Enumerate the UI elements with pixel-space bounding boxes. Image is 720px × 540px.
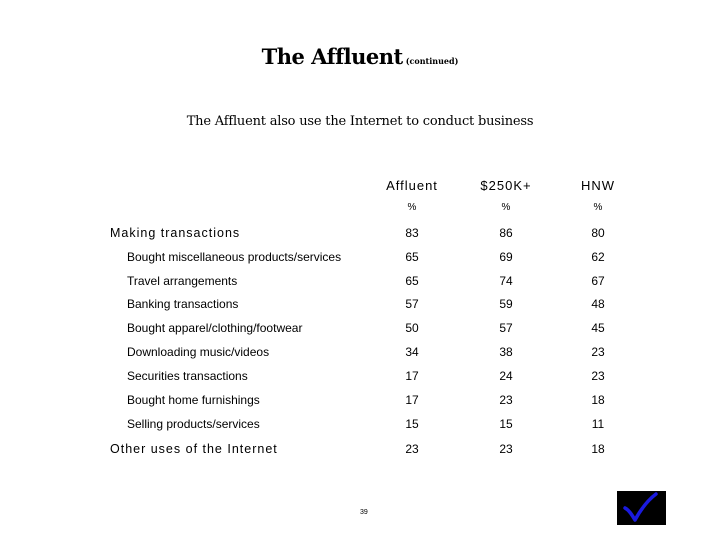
cell-affluent: 57 xyxy=(405,297,419,311)
row-label: Bought home furnishings xyxy=(127,393,260,407)
cell-affluent: 65 xyxy=(405,274,419,288)
table-row-making-transactions xyxy=(0,226,720,246)
cell-hnw: 67 xyxy=(591,274,605,288)
table-row xyxy=(0,369,720,389)
table-row xyxy=(0,250,720,270)
row-label: Travel arrangements xyxy=(127,274,238,288)
cell-affluent: 17 xyxy=(405,393,419,407)
cell-hnw: 23 xyxy=(591,345,605,359)
title-text: The Affluent xyxy=(261,44,403,69)
column-unit-affluent: % xyxy=(407,202,417,213)
cell-affluent: 34 xyxy=(405,345,419,359)
cell-hnw: 62 xyxy=(591,250,605,264)
cell-affluent: 65 xyxy=(405,250,419,264)
cell-hnw: 80 xyxy=(591,226,605,240)
cell-affluent: 50 xyxy=(405,321,419,335)
cell-250k: 86 xyxy=(499,226,513,240)
table-row xyxy=(0,297,720,317)
row-label: Selling products/services xyxy=(127,417,260,431)
cell-250k: 69 xyxy=(499,250,513,264)
cell-250k: 23 xyxy=(499,442,513,456)
row-label: Bought miscellaneous products/services xyxy=(127,250,342,264)
cell-hnw: 48 xyxy=(591,297,605,311)
page-number: 39 xyxy=(360,509,368,516)
cell-affluent: 17 xyxy=(405,369,419,383)
cell-250k: 57 xyxy=(499,321,513,335)
cell-hnw: 23 xyxy=(591,369,605,383)
checkmark-icon xyxy=(617,491,666,525)
cell-250k: 23 xyxy=(499,393,513,407)
cell-affluent: 23 xyxy=(405,442,419,456)
table-row xyxy=(0,393,720,413)
cell-250k: 74 xyxy=(499,274,513,288)
title-suffix: (continued) xyxy=(405,56,459,66)
cell-affluent: 15 xyxy=(405,417,419,431)
column-header-250k: $250K+ xyxy=(480,178,532,193)
cell-250k: 38 xyxy=(499,345,513,359)
cell-250k: 59 xyxy=(499,297,513,311)
cell-hnw: 11 xyxy=(591,417,605,431)
column-unit-hnw: % xyxy=(593,202,603,213)
row-label: Securities transactions xyxy=(127,369,248,383)
row-label: Other uses of the Internet xyxy=(110,442,278,456)
cell-250k: 24 xyxy=(499,369,513,383)
row-label: Banking transactions xyxy=(127,297,239,311)
table-row xyxy=(0,345,720,365)
cell-250k: 15 xyxy=(499,417,513,431)
checkmark-button[interactable] xyxy=(617,491,666,525)
row-label: Bought apparel/clothing/footwear xyxy=(127,321,303,335)
page-subtitle: The Affluent also use the Internet to conduct business xyxy=(186,114,534,129)
table-row xyxy=(0,274,720,294)
row-label: Making transactions xyxy=(110,226,241,240)
table-row-other-uses xyxy=(0,442,720,462)
table-row xyxy=(0,417,720,437)
cell-affluent: 83 xyxy=(405,226,419,240)
page-title xyxy=(0,44,720,69)
column-header-affluent: Affluent xyxy=(386,178,438,193)
table-row xyxy=(0,321,720,341)
cell-hnw: 18 xyxy=(591,442,605,456)
column-header-hnw: HNW xyxy=(580,178,616,193)
cell-hnw: 18 xyxy=(591,393,605,407)
column-unit-250k: % xyxy=(501,202,511,213)
cell-hnw: 45 xyxy=(591,321,605,335)
row-label: Downloading music/videos xyxy=(127,345,270,359)
